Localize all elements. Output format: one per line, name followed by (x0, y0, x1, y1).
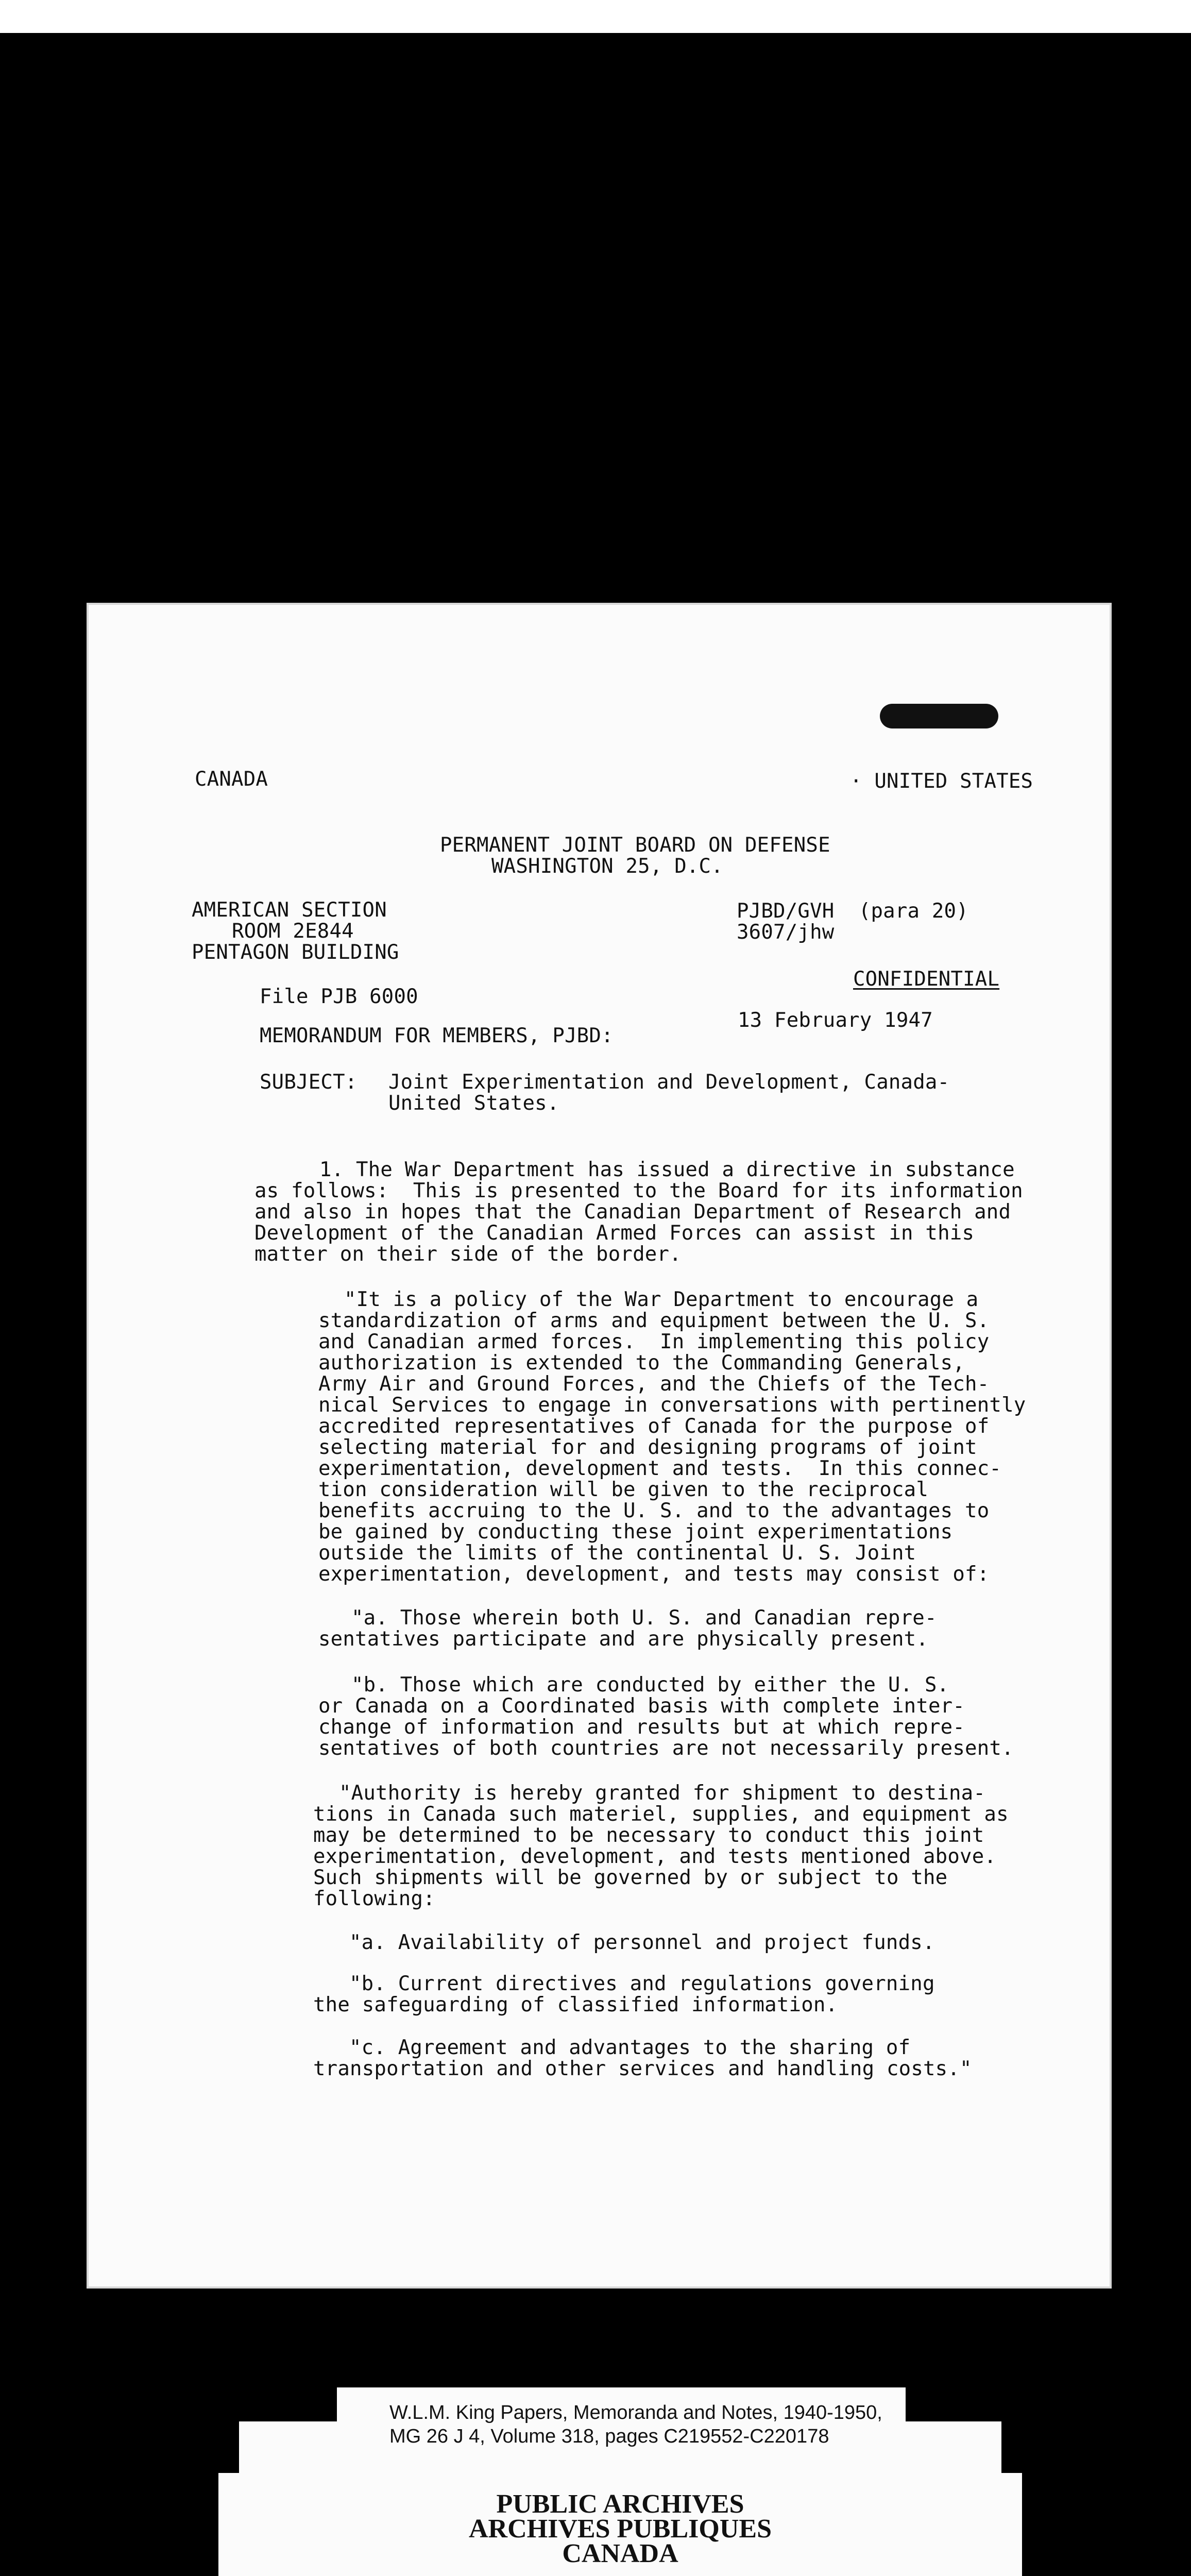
text-line: experimentation, development and tests. In this connec- (318, 1457, 1002, 1480)
text-line: nical Services to engage in conversations with pertinently (318, 1394, 1026, 1417)
archive-stamp-line-1: PUBLIC ARCHIVES (496, 2489, 744, 2519)
text-line: change of information and results but at which repre- (318, 1716, 965, 1739)
text-line: sentatives of both countries are not necessarily present. (318, 1737, 1014, 1760)
board-title: PERMANENT JOINT BOARD ON DEFENSE (440, 834, 830, 857)
scan-margin-top (0, 0, 1191, 33)
text-line: the safeguarding of classified information. (313, 1993, 838, 2016)
text-line: Such shipments will be governed by or subject to the (313, 1866, 948, 1889)
text-line: Army Air and Ground Forces, and the Chiefs of the Tech- (318, 1372, 990, 1396)
section-building: PENTAGON BUILDING (192, 941, 399, 964)
memorandum-page (87, 603, 1112, 2289)
section-name: AMERICAN SECTION (192, 899, 387, 922)
condition-a: "a. Availability of personnel and project funds. (349, 1931, 935, 1954)
text-line: outside the limits of the continental U. S. Joint (318, 1541, 916, 1565)
text-line: "c. Agreement and advantages to the sharing of (349, 2036, 911, 2059)
text-line: may be determined to be necessary to conduct this joint (313, 1824, 984, 1847)
text-line: "b. Those which are conducted by either the U. S. (351, 1673, 949, 1697)
archive-stamp-line-3: CANADA (562, 2539, 678, 2568)
file-number: File PJB 6000 (260, 985, 418, 1008)
memo-addressee: MEMORANDUM FOR MEMBERS, PJBD: (260, 1024, 614, 1047)
section-room: ROOM 2E844 (232, 920, 354, 943)
archive-card-notch-right (1001, 2421, 1022, 2473)
text-line: selecting material for and designing programs of joint (318, 1436, 977, 1459)
text-line: and also in hopes that the Canadian Department of Research and (254, 1200, 1011, 1224)
text-line: "Authority is hereby granted for shipment to destina- (339, 1782, 986, 1805)
archive-card-notch-left (218, 2421, 239, 2473)
text-line: authorization is extended to the Commanding Generals, (318, 1351, 965, 1375)
text-line: 1. The War Department has issued a directive in substance (319, 1158, 1015, 1181)
text-line: be gained by conducting these joint experimentations (318, 1520, 953, 1544)
memo-date: 13 February 1947 (738, 1009, 933, 1032)
subject-label: SUBJECT: (260, 1071, 358, 1094)
board-address: WASHINGTON 25, D.C. (491, 855, 723, 878)
text-line: following: (313, 1887, 435, 1910)
text-line: or Canada on a Coordinated basis with complete inter- (318, 1694, 965, 1718)
text-line: as follows: This is presented to the Board for its information (254, 1179, 1023, 1202)
archive-stamp-line-2: ARCHIVES PUBLIQUES (468, 2514, 772, 2544)
text-line: standardization of arms and equipment between the U. S. (318, 1309, 990, 1332)
text-line: tion consideration will be given to the reciprocal (318, 1478, 928, 1501)
subject-line-1: Joint Experimentation and Development, Canada- (388, 1071, 950, 1094)
text-line: matter on their side of the border. (254, 1243, 682, 1266)
redaction-mark (880, 704, 998, 728)
classification-label: CONFIDENTIAL (853, 968, 1000, 991)
text-line: experimentation, development, and tests may consist of: (318, 1563, 990, 1586)
header-country-left: CANADA (195, 768, 268, 791)
text-line: and Canadian armed forces. In implementing this policy (318, 1330, 990, 1353)
text-line: transportation and other services and handling costs." (313, 2057, 972, 2080)
text-line: experimentation, development, and tests mentioned above. (313, 1845, 997, 1868)
file-reference: PJBD/GVH (para 20) (737, 900, 968, 923)
archive-reference-line-1: W.L.M. King Papers, Memoranda and Notes, 1940-1950, (389, 2402, 882, 2424)
subject-line-2: United States. (388, 1092, 559, 1115)
text-line: accredited representatives of Canada for the purpose of (318, 1415, 990, 1438)
text-line: "a. Those wherein both U. S. and Canadian repre- (351, 1606, 937, 1630)
text-line: tions in Canada such materiel, supplies, and equipment as (313, 1803, 1009, 1826)
text-line: sentatives participate and are physically present. (318, 1628, 928, 1651)
header-country-right: · UNITED STATES (850, 770, 1033, 793)
text-line: benefits accruing to the U. S. and to the advantages to (318, 1499, 990, 1522)
text-line: Development of the Canadian Armed Forces can assist in this (254, 1222, 975, 1245)
text-line: "b. Current directives and regulations governing (349, 1972, 935, 1995)
file-reference-initials: 3607/jhw (737, 921, 835, 944)
archive-reference-line-2: MG 26 J 4, Volume 318, pages C219552-C220178 (389, 2426, 829, 2447)
text-line: "It is a policy of the War Department to encourage a (344, 1288, 979, 1311)
